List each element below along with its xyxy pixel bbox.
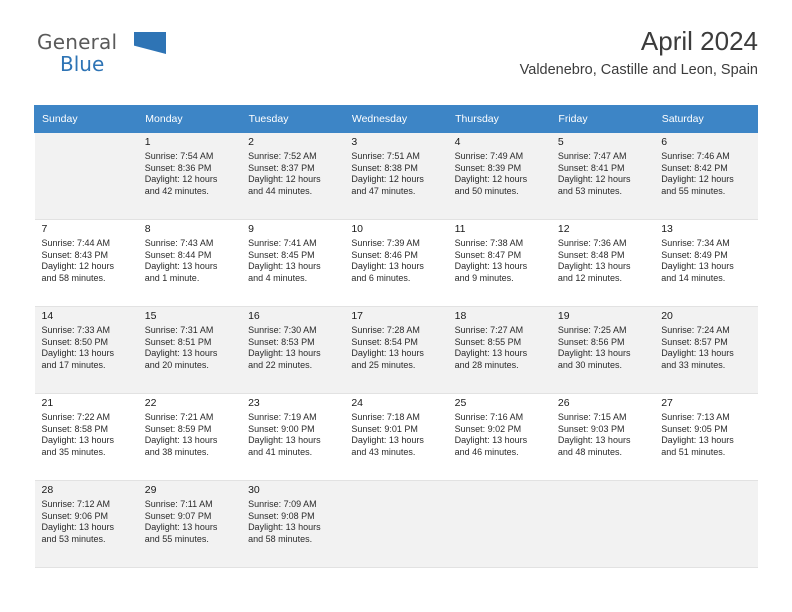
- sunset-text: Sunset: 8:38 PM: [351, 162, 418, 173]
- sunrise-text: Sunrise: 7:54 AM: [144, 151, 214, 161]
- day-number: 14: [41, 310, 54, 322]
- daylight-text-line2: and 28 minutes.: [454, 359, 519, 370]
- sunset-text: Sunset: 8:44 PM: [144, 249, 212, 260]
- calendar-day-cell[interactable]: [35, 133, 138, 220]
- day-number: 19: [557, 310, 570, 322]
- sunset-text: Sunset: 8:50 PM: [41, 336, 109, 347]
- sunset-text: Sunset: 8:48 PM: [557, 249, 625, 260]
- calendar-day-cell[interactable]: [344, 133, 447, 220]
- daylight-text-line1: Daylight: 12 hours: [454, 174, 528, 185]
- daylight-text-line2: and 17 minutes.: [41, 359, 106, 370]
- sunrise-text: Sunrise: 7:11 AM: [144, 499, 213, 509]
- daylight-text-line1: Daylight: 13 hours: [557, 261, 631, 272]
- sunrise-text: Sunrise: 7:27 AM: [454, 325, 524, 335]
- calendar-week-row: [35, 133, 758, 220]
- daylight-text-line2: and 50 minutes.: [454, 185, 519, 196]
- calendar-day-cell[interactable]: [344, 394, 447, 481]
- sunset-text: Sunset: 9:02 PM: [454, 423, 522, 434]
- weekday-header-saturday: Saturday: [654, 106, 757, 133]
- calendar-body: [35, 133, 758, 568]
- sunrise-text: Sunrise: 7:52 AM: [248, 151, 317, 161]
- daylight-text-line1: Daylight: 13 hours: [661, 261, 734, 272]
- sunset-text: Sunset: 8:42 PM: [661, 162, 728, 173]
- calendar-day-cell[interactable]: [35, 394, 138, 481]
- calendar-day-cell[interactable]: [35, 307, 138, 394]
- daylight-text-line2: and 58 minutes.: [41, 272, 106, 283]
- sunrise-text: Sunrise: 7:43 AM: [144, 238, 214, 248]
- daylight-text-line2: and 35 minutes.: [41, 446, 106, 457]
- daylight-text-line1: Daylight: 12 hours: [351, 174, 424, 185]
- daylight-text-line2: and 46 minutes.: [454, 446, 519, 457]
- calendar-day-cell[interactable]: [654, 133, 757, 220]
- calendar-day-cell-empty: [448, 481, 551, 568]
- calendar-day-cell[interactable]: [551, 394, 654, 481]
- sunset-text: Sunset: 9:08 PM: [248, 510, 315, 521]
- sunrise-text: Sunrise: 7:33 AM: [41, 325, 111, 335]
- calendar-day-cell[interactable]: [241, 307, 344, 394]
- daylight-text-line2: and 48 minutes.: [557, 446, 622, 457]
- sunrise-text: Sunrise: 7:21 AM: [144, 412, 214, 422]
- calendar-day-cell[interactable]: [654, 220, 757, 307]
- daylight-text-line1: Daylight: 13 hours: [144, 522, 218, 533]
- day-number: 12: [557, 223, 570, 235]
- calendar-day-cell[interactable]: [241, 394, 344, 481]
- sunset-text: Sunset: 8:37 PM: [248, 162, 315, 173]
- sunset-text: Sunset: 8:39 PM: [454, 162, 522, 173]
- daylight-text-line2: and 53 minutes.: [41, 533, 106, 544]
- calendar-day-cell[interactable]: [35, 481, 138, 568]
- sunrise-text: Sunrise: 7:28 AM: [351, 325, 420, 335]
- day-number: 2: [248, 136, 254, 148]
- daylight-text-line1: Daylight: 13 hours: [661, 435, 734, 446]
- day-number: 22: [144, 397, 157, 409]
- daylight-text-line1: Daylight: 13 hours: [351, 435, 424, 446]
- weekday-header-tuesday: Tuesday: [241, 106, 344, 133]
- sunset-text: Sunset: 9:01 PM: [351, 423, 418, 434]
- calendar-day-cell[interactable]: [241, 481, 344, 568]
- sunrise-text: Sunrise: 7:47 AM: [557, 151, 627, 161]
- sunset-text: Sunset: 8:51 PM: [144, 336, 212, 347]
- sunrise-text: Sunrise: 7:15 AM: [557, 412, 627, 422]
- calendar-day-cell[interactable]: [448, 307, 551, 394]
- sunset-text: Sunset: 8:47 PM: [454, 249, 522, 260]
- sunset-text: Sunset: 8:56 PM: [557, 336, 625, 347]
- sunrise-text: Sunrise: 7:24 AM: [661, 325, 730, 335]
- daylight-text-line2: and 55 minutes.: [144, 533, 209, 544]
- day-number: 24: [351, 397, 364, 409]
- sunrise-text: Sunrise: 7:46 AM: [661, 151, 730, 161]
- day-number: 9: [248, 223, 254, 235]
- day-number: 15: [144, 310, 157, 322]
- calendar-day-cell[interactable]: [551, 133, 654, 220]
- daylight-text-line2: and 25 minutes.: [351, 359, 416, 370]
- sunset-text: Sunset: 8:53 PM: [248, 336, 315, 347]
- calendar-table: [34, 105, 758, 568]
- day-number: 21: [41, 397, 54, 409]
- sunrise-text: Sunrise: 7:13 AM: [661, 412, 730, 422]
- daylight-text-line2: and 22 minutes.: [248, 359, 313, 370]
- calendar-day-cell[interactable]: [551, 307, 654, 394]
- logo-text-blue: Blue: [60, 52, 105, 76]
- daylight-text-line2: and 20 minutes.: [144, 359, 209, 370]
- daylight-text-line2: and 55 minutes.: [661, 185, 726, 196]
- weekday-header-friday: Friday: [551, 106, 654, 133]
- calendar-day-cell[interactable]: [448, 133, 551, 220]
- daylight-text-line1: Daylight: 12 hours: [248, 174, 321, 185]
- sunrise-text: Sunrise: 7:09 AM: [248, 499, 317, 509]
- daylight-text-line1: Daylight: 13 hours: [41, 348, 115, 359]
- calendar-day-cell[interactable]: [138, 481, 241, 568]
- calendar-day-cell[interactable]: [138, 394, 241, 481]
- daylight-text-line2: and 44 minutes.: [248, 185, 313, 196]
- daylight-text-line1: Daylight: 13 hours: [454, 261, 528, 272]
- calendar-week-row: [35, 481, 758, 568]
- sunrise-text: Sunrise: 7:19 AM: [248, 412, 317, 422]
- logo[interactable]: [37, 30, 237, 82]
- day-number: 7: [41, 223, 48, 235]
- daylight-text-line2: and 30 minutes.: [557, 359, 622, 370]
- page-subtitle: Valdenebro, Castille and Leon, Spain: [519, 62, 758, 78]
- daylight-text-line2: and 1 minute.: [144, 272, 200, 283]
- sunrise-text: Sunrise: 7:31 AM: [144, 325, 214, 335]
- page-title: April 2024: [640, 26, 758, 56]
- logo-text-general: General: [37, 30, 118, 54]
- sunset-text: Sunset: 8:43 PM: [41, 249, 109, 260]
- day-number: 17: [351, 310, 364, 322]
- sunrise-text: Sunrise: 7:38 AM: [454, 238, 524, 248]
- daylight-text-line2: and 47 minutes.: [351, 185, 416, 196]
- sunrise-text: Sunrise: 7:51 AM: [351, 151, 420, 161]
- day-number: 8: [144, 223, 151, 235]
- weekday-header-wednesday: Wednesday: [344, 106, 447, 133]
- sunset-text: Sunset: 8:59 PM: [144, 423, 212, 434]
- calendar-day-cell[interactable]: [138, 133, 241, 220]
- sunset-text: Sunset: 8:45 PM: [248, 249, 315, 260]
- page-header: [34, 0, 758, 78]
- day-number: 20: [661, 310, 673, 322]
- sunrise-text: Sunrise: 7:18 AM: [351, 412, 420, 422]
- daylight-text-line2: and 12 minutes.: [557, 272, 622, 283]
- daylight-text-line1: Daylight: 13 hours: [144, 348, 218, 359]
- calendar-day-cell[interactable]: [138, 307, 241, 394]
- calendar-day-cell[interactable]: [448, 394, 551, 481]
- calendar-day-cell[interactable]: [241, 220, 344, 307]
- day-number: 3: [351, 136, 358, 148]
- daylight-text-line1: Daylight: 13 hours: [557, 435, 631, 446]
- day-number: 1: [144, 136, 151, 148]
- sunset-text: Sunset: 8:46 PM: [351, 249, 418, 260]
- day-number: 10: [351, 223, 364, 235]
- sunrise-text: Sunrise: 7:36 AM: [557, 238, 627, 248]
- weekday-header-monday: Monday: [138, 106, 241, 133]
- day-number: 25: [454, 397, 467, 409]
- daylight-text-line1: Daylight: 13 hours: [351, 348, 424, 359]
- daylight-text-line1: Daylight: 13 hours: [248, 522, 321, 533]
- sunset-text: Sunset: 9:05 PM: [661, 423, 728, 434]
- daylight-text-line1: Daylight: 13 hours: [454, 435, 528, 446]
- daylight-text-line1: Daylight: 13 hours: [351, 261, 424, 272]
- calendar-day-cell[interactable]: [654, 394, 757, 481]
- daylight-text-line1: Daylight: 13 hours: [41, 522, 115, 533]
- daylight-text-line2: and 38 minutes.: [144, 446, 209, 457]
- sunrise-text: Sunrise: 7:30 AM: [248, 325, 317, 335]
- day-number: 16: [248, 310, 260, 322]
- day-number: 27: [661, 397, 673, 409]
- daylight-text-line2: and 41 minutes.: [248, 446, 313, 457]
- daylight-text-line1: Daylight: 13 hours: [248, 348, 321, 359]
- sunrise-text: Sunrise: 7:25 AM: [557, 325, 627, 335]
- day-number: 4: [454, 136, 461, 148]
- calendar-day-cell-empty: [654, 481, 757, 568]
- daylight-text-line1: Daylight: 13 hours: [41, 435, 115, 446]
- daylight-text-line2: and 43 minutes.: [351, 446, 416, 457]
- daylight-text-line1: Daylight: 12 hours: [41, 261, 115, 272]
- calendar-day-cell[interactable]: [654, 307, 757, 394]
- daylight-text-line1: Daylight: 13 hours: [661, 348, 734, 359]
- daylight-text-line1: Daylight: 13 hours: [248, 435, 321, 446]
- calendar-header-row: [35, 106, 758, 133]
- day-number: 26: [557, 397, 570, 409]
- daylight-text-line2: and 14 minutes.: [661, 272, 726, 283]
- sunrise-text: Sunrise: 7:41 AM: [248, 238, 317, 248]
- sunrise-text: Sunrise: 7:34 AM: [661, 238, 730, 248]
- sunset-text: Sunset: 8:57 PM: [661, 336, 728, 347]
- daylight-text-line1: Daylight: 13 hours: [248, 261, 321, 272]
- sunset-text: Sunset: 8:55 PM: [454, 336, 522, 347]
- day-number: 13: [661, 223, 673, 235]
- daylight-text-line2: and 9 minutes.: [454, 272, 514, 283]
- daylight-text-line1: Daylight: 13 hours: [144, 435, 218, 446]
- sunset-text: Sunset: 8:54 PM: [351, 336, 418, 347]
- day-number: 5: [557, 136, 564, 148]
- day-number: 11: [454, 223, 466, 235]
- day-number: 30: [248, 484, 260, 496]
- daylight-text-line2: and 6 minutes.: [351, 272, 411, 283]
- sunset-text: Sunset: 8:58 PM: [41, 423, 109, 434]
- day-number: 18: [454, 310, 467, 322]
- sunrise-text: Sunrise: 7:22 AM: [41, 412, 111, 422]
- daylight-text-line1: Daylight: 13 hours: [144, 261, 218, 272]
- daylight-text-line2: and 58 minutes.: [248, 533, 313, 544]
- daylight-text-line1: Daylight: 12 hours: [144, 174, 218, 185]
- flag-icon: [134, 32, 166, 54]
- sunrise-text: Sunrise: 7:12 AM: [41, 499, 111, 509]
- sunset-text: Sunset: 9:06 PM: [41, 510, 109, 521]
- calendar-week-row: [35, 394, 758, 481]
- day-number: 23: [248, 397, 260, 409]
- weekday-header-thursday: Thursday: [448, 106, 551, 133]
- calendar-day-cell[interactable]: [35, 220, 138, 307]
- sunrise-text: Sunrise: 7:44 AM: [41, 238, 111, 248]
- calendar-day-cell[interactable]: [138, 220, 241, 307]
- calendar-day-cell[interactable]: [344, 220, 447, 307]
- daylight-text-line2: and 51 minutes.: [661, 446, 726, 457]
- sunset-text: Sunset: 8:49 PM: [661, 249, 728, 260]
- calendar-day-cell[interactable]: [551, 220, 654, 307]
- daylight-text-line2: and 42 minutes.: [144, 185, 209, 196]
- calendar-week-row: [35, 220, 758, 307]
- daylight-text-line1: Daylight: 12 hours: [661, 174, 734, 185]
- sunrise-text: Sunrise: 7:49 AM: [454, 151, 524, 161]
- sunset-text: Sunset: 8:36 PM: [144, 162, 212, 173]
- calendar-day-cell-empty: [344, 481, 447, 568]
- day-number: 28: [41, 484, 54, 496]
- sunrise-text: Sunrise: 7:16 AM: [454, 412, 524, 422]
- daylight-text-line2: and 33 minutes.: [661, 359, 726, 370]
- daylight-text-line1: Daylight: 13 hours: [557, 348, 631, 359]
- daylight-text-line1: Daylight: 13 hours: [454, 348, 528, 359]
- sunset-text: Sunset: 9:03 PM: [557, 423, 625, 434]
- day-number: 29: [144, 484, 157, 496]
- sunrise-text: Sunrise: 7:39 AM: [351, 238, 420, 248]
- sunset-text: Sunset: 9:00 PM: [248, 423, 315, 434]
- day-number: 6: [661, 136, 668, 148]
- daylight-text-line2: and 53 minutes.: [557, 185, 622, 196]
- weekday-header-sunday: Sunday: [35, 106, 138, 133]
- sunset-text: Sunset: 8:41 PM: [557, 162, 625, 173]
- calendar-day-cell[interactable]: [448, 220, 551, 307]
- sunset-text: Sunset: 9:07 PM: [144, 510, 212, 521]
- daylight-text-line2: and 4 minutes.: [248, 272, 308, 283]
- daylight-text-line1: Daylight: 12 hours: [557, 174, 631, 185]
- calendar-day-cell[interactable]: [344, 307, 447, 394]
- calendar-week-row: [35, 307, 758, 394]
- calendar-day-cell[interactable]: [241, 133, 344, 220]
- calendar-day-cell-empty: [551, 481, 654, 568]
